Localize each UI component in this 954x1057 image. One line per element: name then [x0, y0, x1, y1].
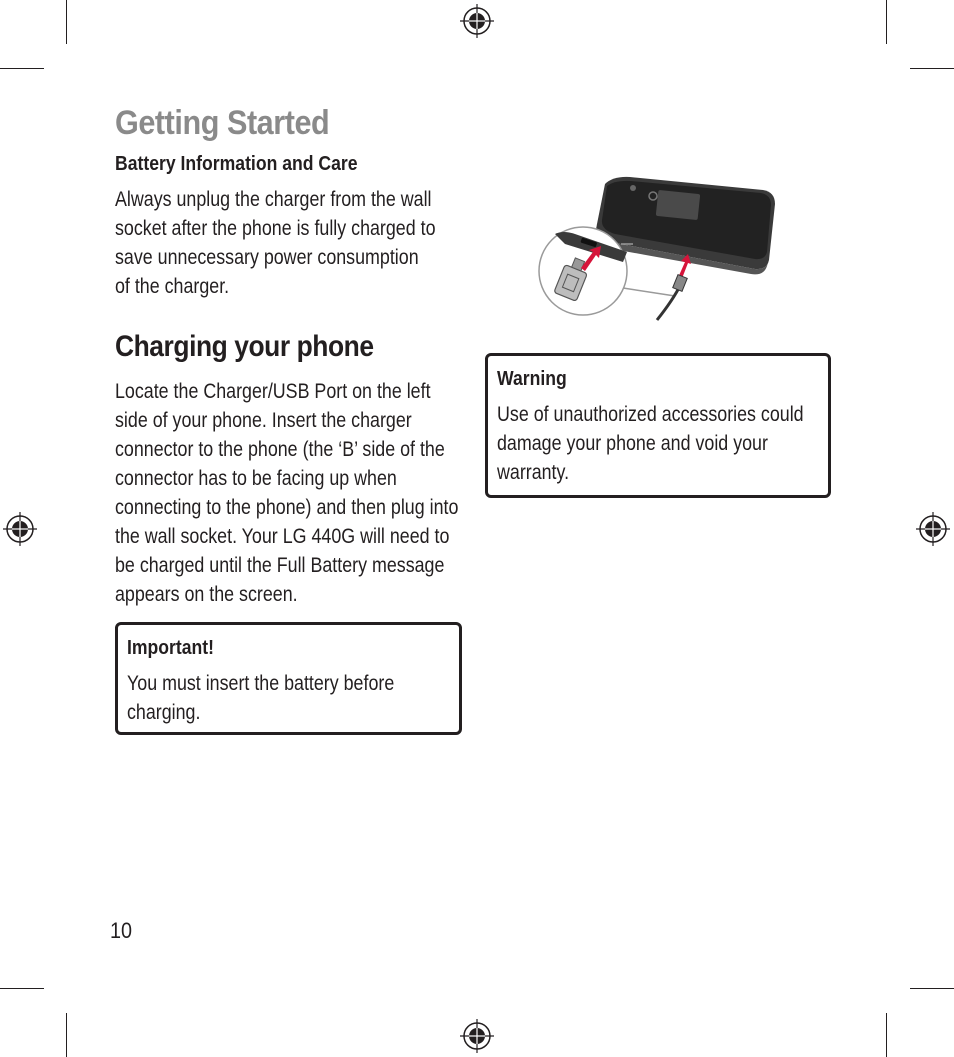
- charging-paragraph: Locate the Charger/USB Port on the left side of your phone. Insert the charger connector to the phone (the ‘B’ side of the connector has to be facing up when connecting to the phone) and then plug into the wall socket. Your LG 440G will need to be charged until the Full Battery message appears on the screen.: [115, 380, 459, 606]
- crop-mark: [66, 1013, 67, 1057]
- crop-mark: [0, 68, 44, 69]
- warning-box: [485, 353, 831, 498]
- warning-title: Warning: [497, 368, 567, 390]
- crop-mark: [910, 988, 954, 989]
- crop-mark: [910, 68, 954, 69]
- crop-mark: [0, 988, 44, 989]
- important-title: Important!: [127, 637, 215, 659]
- registration-mark-icon: [460, 4, 494, 38]
- page-number: 10: [110, 918, 133, 943]
- warning-text: Use of unauthorized accessories could damage your phone and void your warranty.: [497, 403, 804, 484]
- registration-mark-icon: [916, 512, 950, 546]
- crop-mark: [66, 0, 67, 44]
- battery-paragraph: Always unplug the charger from the wall socket after the phone is fully charged to save unnecessary power consumption of the charger.: [115, 188, 436, 298]
- battery-heading: Battery Information and Care: [115, 153, 358, 175]
- registration-mark-icon: [460, 1019, 494, 1053]
- crop-mark: [886, 1013, 887, 1057]
- charging-heading: Charging your phone: [115, 330, 374, 363]
- crop-mark: [886, 0, 887, 44]
- phone-charging-illustration: [535, 172, 785, 322]
- registration-mark-icon: [3, 512, 37, 546]
- important-text: You must insert the battery before charging.: [127, 672, 395, 724]
- page-title: Getting Started: [115, 104, 330, 142]
- important-box: [115, 622, 462, 735]
